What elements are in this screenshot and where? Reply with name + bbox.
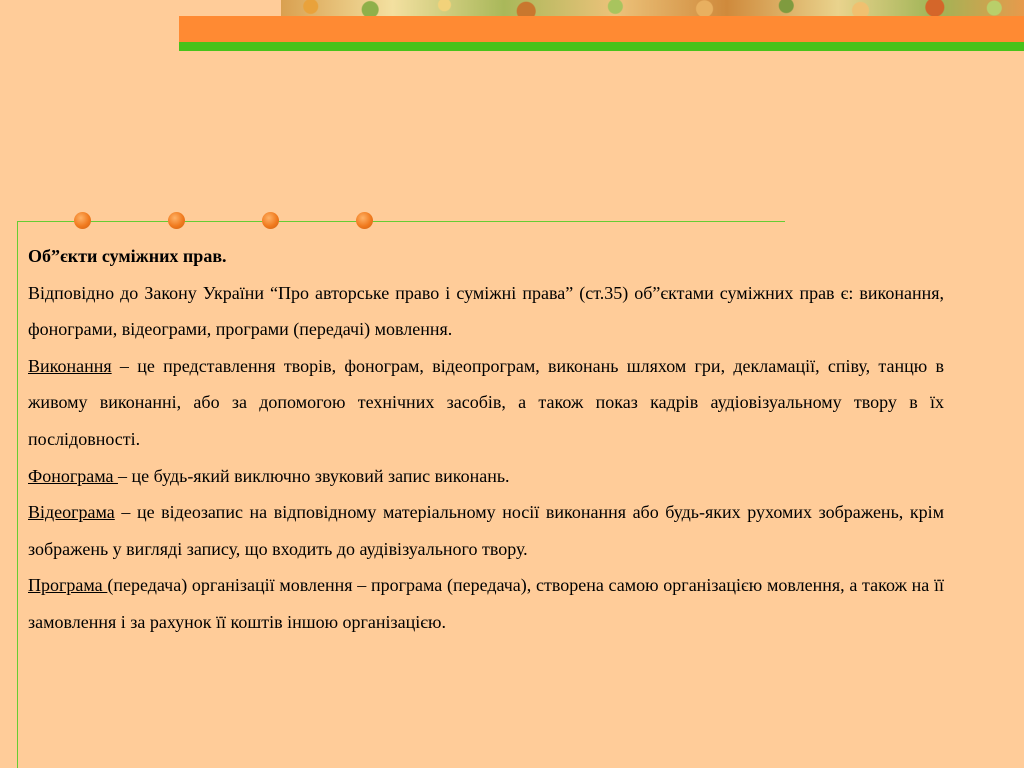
- definition-performance: [28, 348, 944, 458]
- definition-broadcast-program: [28, 567, 944, 640]
- decorative-dot-icon: [356, 212, 373, 229]
- frame-vertical-line: [17, 221, 18, 768]
- banner-orange-stripe: [179, 16, 1024, 42]
- slide-heading: Об”єкти суміжних прав.: [28, 246, 227, 266]
- top-banner: [179, 0, 1024, 51]
- decorative-dot-icon: [74, 212, 91, 229]
- decorative-dot-icon: [262, 212, 279, 229]
- definition-text: – це відеозапис на відповідному матеріальному носії виконання або будь-яких рухомих зображень, крім зображень у вигляді запису, що входить до аудівізуального твору.: [28, 502, 944, 559]
- term-label: Виконання: [28, 355, 112, 376]
- frame-horizontal-line: [17, 221, 785, 222]
- decorative-dot-icon: [168, 212, 185, 229]
- definition-text: – це будь-який виключно звуковий запис виконань.: [117, 465, 510, 486]
- term-label: Програма: [28, 575, 108, 596]
- banner-green-stripe: [179, 42, 1024, 51]
- definition-text: (передача) організації мовлення – програма (передача), створена самою організацією мовлення, а також на її замовлення і за рахунок її коштів іншою організацією.: [28, 575, 944, 632]
- term-label: Фонограма: [28, 465, 118, 486]
- definition-phonogram: [28, 458, 944, 495]
- definition-text: – це представлення творів, фонограм, відеопрограм, виконань шляхом гри, декламації, співу, танцю в живому виконанні, або за допомогою технічних засобів, а також показ кадрів аудіовізуальному твору в їх послідовності.: [28, 355, 944, 449]
- intro-paragraph: Відповідно до Закону України “Про авторське право і суміжні права” (ст.35) об”єктами суміжних прав є: виконання, фонограми, відеограми, програми (передачі) мовлення.: [28, 282, 944, 340]
- banner-photo-strip: [281, 0, 1024, 16]
- slide-body: [28, 238, 944, 641]
- term-label: Відеограма: [28, 502, 115, 523]
- definition-videogram: [28, 494, 944, 567]
